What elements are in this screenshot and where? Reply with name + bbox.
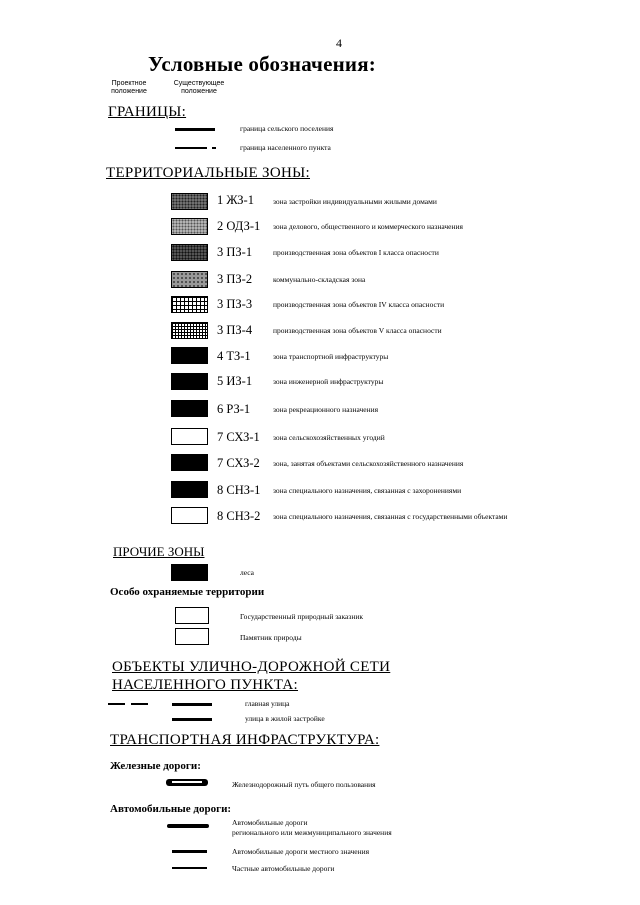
zone-swatch: [171, 322, 208, 339]
zone-description: производственная зона объектов IV класса опасности: [273, 300, 445, 309]
zone-description: зона сельскохозяйственных угодий: [273, 433, 385, 442]
zone-description: зона инженерной инфраструктуры: [273, 377, 384, 386]
subheading-railways: Железные дороги:: [110, 760, 201, 772]
boundary-line-settlement: [175, 128, 215, 131]
section-heading-other-zones: ПРОЧИЕ ЗОНЫ: [113, 544, 205, 559]
zone-swatch: [171, 507, 208, 524]
local-road-line: [172, 850, 207, 853]
zone-code: 1 ЖЗ-1: [217, 193, 254, 207]
zone-swatch: [171, 347, 208, 364]
page-number: 4: [336, 36, 342, 50]
section-heading-streets: ОБЪЕКТЫ УЛИЧНО-ДОРОЖНОЙ СЕТИ НАСЕЛЕННОГО ПУНКТА:: [112, 659, 391, 693]
main-street-dash: [131, 703, 148, 705]
zone-swatch: [171, 271, 208, 288]
zone-code: 2 ОДЗ-1: [217, 219, 261, 233]
legend-label: главная улица: [245, 699, 290, 708]
column-header-proposed: Проектное положение: [111, 80, 147, 95]
legend-label: граница сельского поселения: [240, 124, 334, 133]
main-street-dash: [108, 703, 125, 705]
zone-swatch: [171, 193, 208, 210]
forest-swatch: [171, 564, 208, 581]
legend-label: Частные автомобильные дороги: [232, 864, 335, 873]
zone-description: производственная зона объектов V класса опасности: [273, 326, 442, 335]
residential-street-line: [172, 718, 212, 721]
section-heading-zones: ТЕРРИТОРИАЛЬНЫЕ ЗОНЫ:: [106, 165, 310, 181]
zone-code: 3 ПЗ-3: [217, 297, 253, 311]
boundary-line-locality: [175, 147, 207, 149]
zone-description: производственная зона объектов I класса опасности: [273, 248, 439, 257]
zone-code: 7 СХЗ-1: [217, 430, 260, 444]
main-street-line: [172, 703, 212, 706]
zone-description: зона делового, общественного и коммерческого назначения: [273, 222, 463, 231]
zone-code: 3 ПЗ-1: [217, 245, 253, 259]
zone-description: зона застройки индивидуальными жилыми домами: [273, 197, 437, 206]
zone-code: 4 ТЗ-1: [217, 349, 251, 363]
zone-swatch: [171, 454, 208, 471]
protected-swatch: [175, 607, 209, 624]
zone-code: 6 РЗ-1: [217, 402, 251, 416]
zone-code: 7 СХЗ-2: [217, 456, 260, 470]
zone-swatch: [171, 481, 208, 498]
legend-label: граница населенного пункта: [240, 143, 331, 152]
zone-description: коммунально-складская зона: [273, 275, 366, 284]
zone-description: зона рекреационного назначения: [273, 405, 379, 414]
zone-swatch: [171, 218, 208, 235]
legend-label: Железнодорожный путь общего пользования: [232, 780, 376, 789]
section-heading-protected: Особо охраняемые территории: [110, 586, 265, 598]
zone-code: 3 ПЗ-4: [217, 323, 253, 337]
legend-label: Автомобильные дороги местного значения: [232, 847, 370, 856]
zone-swatch: [171, 400, 208, 417]
regional-road-line: [167, 824, 209, 828]
zone-swatch: [171, 244, 208, 261]
legend-label: Памятник природы: [240, 633, 302, 642]
legend-label: Государственный природный заказник: [240, 612, 364, 621]
protected-swatch: [175, 628, 209, 645]
legend-label: улица в жилой застройке: [245, 714, 325, 723]
zone-code: 8 СНЗ-2: [217, 509, 261, 523]
boundary-line-locality-dash: [212, 147, 216, 149]
zone-swatch: [171, 373, 208, 390]
section-heading-boundaries: ГРАНИЦЫ:: [108, 104, 187, 120]
column-header-existing: Существующее положение: [173, 80, 225, 95]
private-road-line: [172, 867, 207, 869]
zone-code: 5 ИЗ-1: [217, 374, 253, 388]
zone-description: зона, занятая объектами сельскохозяйственного назначения: [273, 459, 464, 468]
zone-swatch: [171, 428, 208, 445]
zone-description: зона транспортной инфраструктуры: [273, 352, 389, 361]
railway-line: [166, 779, 208, 786]
legend-label: леса: [240, 568, 255, 577]
zone-code: 3 ПЗ-2: [217, 272, 253, 286]
page-title: Условные обозначения:: [148, 52, 376, 76]
section-heading-transport: ТРАНСПОРТНАЯ ИНФРАСТРУКТУРА:: [110, 732, 380, 748]
zone-description: зона специального назначения, связанная с захоронениями: [273, 486, 462, 495]
subheading-roads: Автомобильные дороги:: [110, 803, 232, 815]
zone-code: 8 СНЗ-1: [217, 483, 261, 497]
legend-label: Автомобильные дороги регионального или межмуниципального значения: [232, 818, 392, 837]
zone-swatch: [171, 296, 208, 313]
zone-description: зона специального назначения, связанная с государственными объектами: [273, 512, 508, 521]
